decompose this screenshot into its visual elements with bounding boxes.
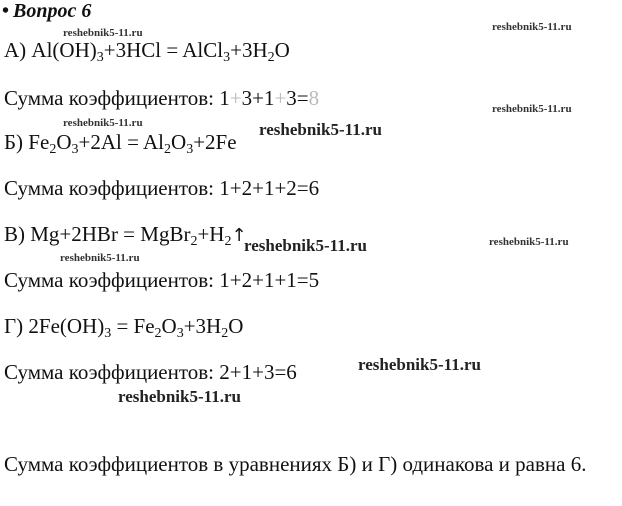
watermark: reshebnik5-11.ru	[492, 103, 572, 115]
watermark: reshebnik5-11.ru	[118, 387, 241, 406]
equation-g: Г) $2Fe(OH)_3 = Fe_2O_3+3H_2O$	[4, 314, 244, 341]
bullet: •	[2, 0, 10, 22]
watermark: reshebnik5-11.ru	[489, 236, 569, 248]
equation-a-sum: Сумма коэффициентов: 1+3+1+3=8	[4, 86, 320, 110]
equation-g-sum: Сумма коэффициентов: 2+1+3=6	[4, 360, 297, 384]
conclusion: Сумма коэффициентов в уравнениях Б) и Г) одинакова и равна 6.	[4, 452, 587, 476]
question-title-text: Вопрос 6	[13, 0, 92, 22]
watermark: reshebnik5-11.ru	[63, 117, 143, 129]
watermark: reshebnik5-11.ru	[358, 355, 481, 374]
equation-b: Б) $Fe_2O_3+2Al = Al_2O_3+2Fe$	[4, 130, 237, 157]
equation-a: А) $Al(OH)_3+3HCl$ = $AlCl_3+3H_2O$	[4, 38, 290, 65]
equation-v-sum: Сумма коэффициентов: 1+2+1+1=5	[4, 268, 320, 292]
arrow-up-icon: ↑	[231, 225, 247, 246]
equation-v: В) $Mg+2HBr = MgBr_2+H_2↑$	[4, 222, 247, 249]
watermark: reshebnik5-11.ru	[492, 21, 572, 33]
watermark: reshebnik5-11.ru	[259, 120, 382, 139]
watermark: reshebnik5-11.ru	[63, 27, 143, 39]
question-title	[2, 0, 91, 22]
watermark: reshebnik5-11.ru	[60, 252, 140, 264]
watermark: reshebnik5-11.ru	[244, 236, 367, 255]
equation-b-sum: Сумма коэффициентов: 1+2+1+2=6	[4, 176, 320, 200]
